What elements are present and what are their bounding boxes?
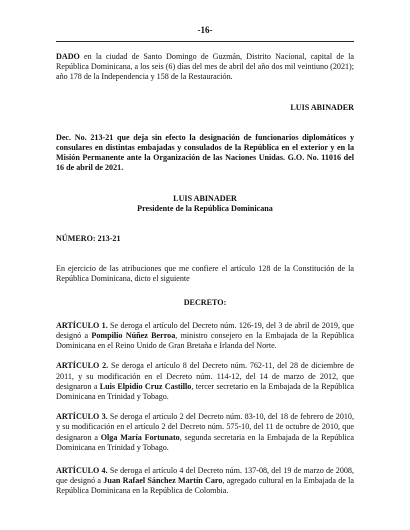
article-4: ARTÍCULO 4. Se deroga el artículo 4 del Decreto núm. 137-08, del 19 de marzo de 2008, que designó a Juan Rafael Sánchez Martín Caro, agregado cultural en la Embajada de la República Dominicana en la República de Colombia. xyxy=(56,466,354,496)
article-3: ARTÍCULO 3. Se deroga el artículo 2 del Decreto núm. 83-10, del 18 de febrero de 2010, y su modificación en el artículo 2 del Decreto núm. 575-10, del 11 de octubre de 2010, que designaron a Olga María Fortunato, segunda secretaria en la Embajada de la República Dominicana en Trinidad y Tobago. xyxy=(56,412,354,452)
preamble: En ejercicio de las atribuciones que me confiere el artículo 128 de la Constitución de la República Dominicana, dicto el siguiente xyxy=(56,264,354,284)
decree-number: NÚMERO: 213-21 xyxy=(56,234,121,244)
dado-lead: DADO xyxy=(56,52,80,61)
page-body xyxy=(56,52,354,497)
dado-paragraph xyxy=(56,52,354,83)
dado-text: en la ciudad de Santo Domingo de Guzmán, Distrito Nacional, capital de la República Dominicana, a los seis (6) días del mes de abril del año dos mil veintiuno (2021); año 178 de la Independencia y 158 de la Restauración. xyxy=(56,52,354,82)
header-rule xyxy=(56,41,354,42)
article-2: ARTÍCULO 2. Se deroga el artículo 8 del Decreto núm. 762-11, del 28 de diciembre de 2011, y su modificación en el Decreto núm. 114-12, del 14 de marzo de 2012, que designaron a Luis Elpidio Cruz Castillo, tercer secretario en la Embajada de la República Dominicana en Trinidad y Tobago. xyxy=(56,361,355,402)
page-number: -16- xyxy=(197,25,213,35)
article-1: ARTÍCULO 1. Se deroga el artículo del Decreto núm. 126-19, del 3 de abril de 2019, que designó a Pompilio Núñez Berroa, ministro consejero en la Embajada de la República Dominicana en el Reino Unido de Gran Bretaña e Irlanda del Norte. xyxy=(56,320,354,351)
issuer-title: Presidente de la República Dominicana xyxy=(137,203,273,213)
issuer-name: LUIS ABINADER xyxy=(173,193,237,203)
decreto-heading: DECRETO: xyxy=(183,297,227,307)
decree-summary: Dec. No. 213-21 que deja sin efecto la designación de funcionarios diplomáticos y consulares en distintas embajadas y consulados de la República en el exterior y en la Misión Permanente ante la Organización de las Naciones Unidas. G.O. No. 11016 del 16 de abril de 2021. xyxy=(56,132,354,173)
signature-top: LUIS ABINADER xyxy=(290,102,354,112)
